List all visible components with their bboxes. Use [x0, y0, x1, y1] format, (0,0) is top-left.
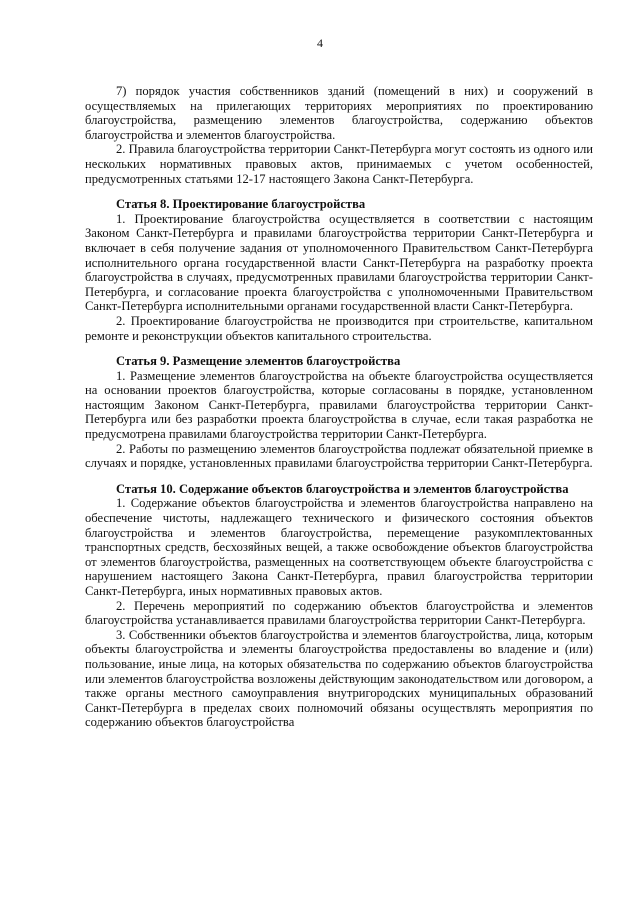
- article-10-heading: Статья 10. Содержание объектов благоустройства и элементов благоустройства: [116, 481, 569, 496]
- document-body: [85, 84, 593, 730]
- paragraph: 1. Содержание объектов благоустройства и элементов благоустройства направлено на обеспечение чистоты, надлежащего технического и физического состояния объектов благоустройства и элементов благоустройства, перемещение разукомплектованных транспортных средств, бесхозяйных вещей, а также освобождение объектов благоустройства от элементов благоустройства, размещенных на соответствующем объекте благоустройства с нарушением настоящего Закона Санкт-Петербурга, правил благоустройства территории Санкт-Петербурга, иных нормативных правовых актов.: [85, 496, 593, 598]
- page-number: 4: [317, 36, 323, 50]
- article-8-heading: Статья 8. Проектирование благоустройства: [116, 197, 366, 212]
- paragraph: 7) порядок участия собственников зданий (помещений в них) и сооружений в осуществляемых на прилегающих территориях мероприятиях по проектированию благоустройства, размещению элементов благоустройства, содержанию объектов благоустройства и элементов благоустройства.: [85, 84, 593, 142]
- paragraph: 1. Проектирование благоустройства осуществляется в соответствии с настоящим Законом Санкт-Петербурга и правилами благоустройства территории Санкт-Петербурга и включает в себя получение задания от уполномоченного Правительством Санкт-Петербурга исполнительного органа государственной власти Санкт-Петербурга на разработку проекта благоустройства в случаях, предусмотренных правилами благоустройства территории Санкт-Петербурга, и согласование проекта благоустройства с уполномоченными Правительством Санкт-Петербурга исполнительными органами государственной власти Санкт-Петербурга.: [85, 211, 593, 314]
- paragraph: 2. Работы по размещению элементов благоустройства подлежат обязательной приемке в случаях и порядке, установленных правилами благоустройства территории Санкт-Петербурга.: [85, 441, 593, 471]
- paragraph: 3. Собственники объектов благоустройства и элементов благоустройства, лица, которым объекты благоустройства и элементы благоустройства предоставлены во владение и (или) пользование, иные лица, на которых обязательства по содержанию объектов благоустройства или элементов благоустройства возложены действующим законодательством или договором, а также органы местного самоуправления внутригородских муниципальных образований Санкт-Петербурга в пределах своих полномочий обязаны осуществлять мероприятия по содержанию объектов благоустройства: [85, 627, 593, 730]
- article-9-heading: Статья 9. Размещение элементов благоустройства: [116, 354, 401, 369]
- paragraph: 2. Проектирование благоустройства не производится при строительстве, капитальном ремонте и реконструкции объектов капитального строительства.: [85, 313, 593, 343]
- paragraph: 1. Размещение элементов благоустройства на объекте благоустройства осуществляется на основании проектов благоустройства, которые согласованы в порядке, установленном настоящим Законом Санкт-Петербурга, правилами благоустройства территории Санкт-Петербурга или без разработки проекта благоустройства в случае, если такая разработка не предусмотрена правилами благоустройства территории Санкт-Петербурга.: [85, 368, 593, 442]
- paragraph: 2. Правила благоустройства территории Санкт-Петербурга могут состоять из одного или нескольких нормативных правовых актов, принимаемых с учетом особенностей, предусмотренных статьями 12-17 настоящего Закона Санкт-Петербурга.: [85, 142, 593, 186]
- paragraph: 2. Перечень мероприятий по содержанию объектов благоустройства и элементов благоустройства устанавливается правилами благоустройства территории Санкт-Петербурга.: [85, 598, 593, 628]
